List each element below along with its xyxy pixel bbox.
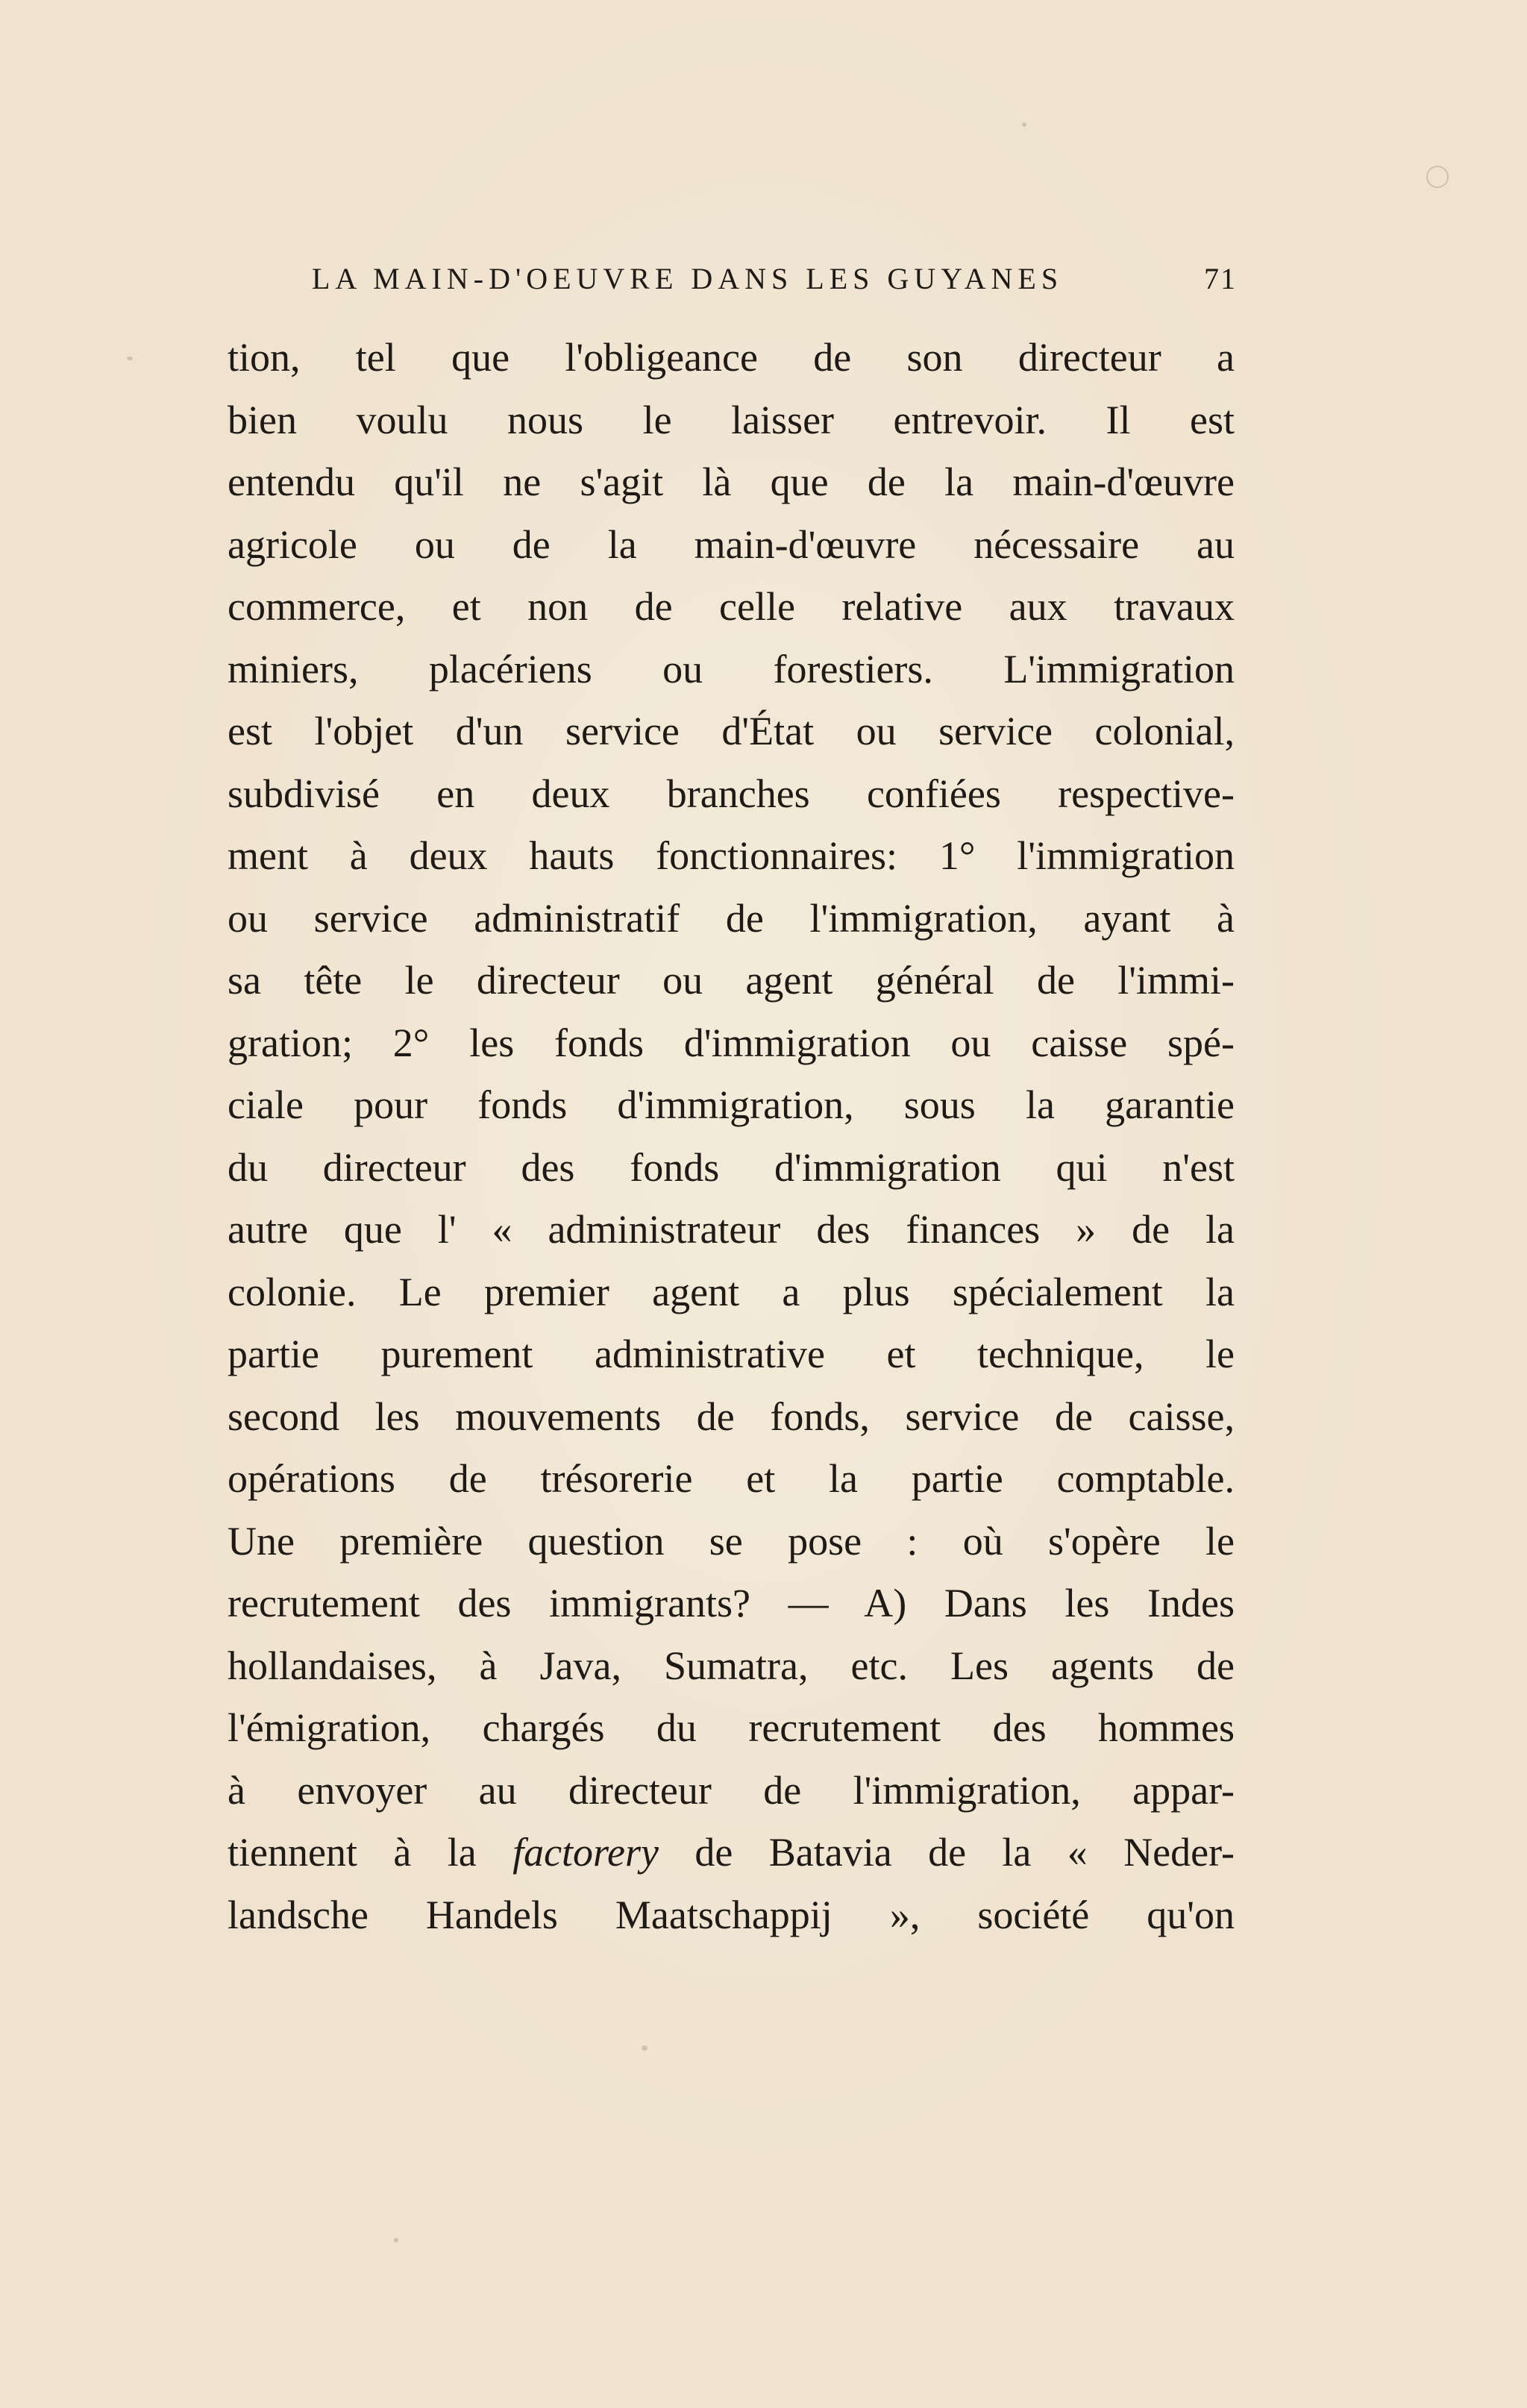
text-line: hollandaises, à Java, Sumatra, etc. Les agents de bbox=[228, 1643, 1235, 1688]
text-line-with-italic bbox=[228, 1822, 1235, 1884]
paper-speck bbox=[1022, 122, 1026, 127]
body-text bbox=[228, 327, 1235, 1946]
text-line: Une première question se pose : où s'opère le bbox=[228, 1518, 1235, 1564]
text-line: ou service administratif de l'immigration, ayant à bbox=[228, 895, 1235, 941]
text-line: recrutement des immigrants? — A) Dans les Indes bbox=[228, 1581, 1235, 1625]
italic-term: factorery bbox=[512, 1830, 659, 1875]
running-head bbox=[312, 257, 1237, 301]
text-line: colonie. Le premier agent a plus spécialement la bbox=[228, 1269, 1235, 1314]
text-line: entendu qu'il ne s'agit là que de la main-d'œuvre bbox=[228, 460, 1235, 504]
text-line: à envoyer au directeur de l'immigration, appar- bbox=[228, 1767, 1235, 1813]
text-line: second les mouvements de fonds, service de caisse, bbox=[228, 1393, 1235, 1439]
paper-speck bbox=[642, 2045, 648, 2051]
text-segment: tiennent à la bbox=[228, 1830, 513, 1875]
text-line: gration; 2° les fonds d'immigration ou caisse spé- bbox=[228, 1020, 1235, 1065]
paper-speck bbox=[394, 2238, 398, 2242]
text-line: ment à deux hauts fonctionnaires: 1° l'immigration bbox=[228, 833, 1235, 878]
text-line: est l'objet d'un service d'État ou service colonial, bbox=[228, 709, 1235, 753]
text-line: commerce, et non de celle relative aux travaux bbox=[228, 584, 1235, 629]
paper-speck bbox=[127, 357, 133, 360]
text-line: ciale pour fonds d'immigration, sous la garantie bbox=[228, 1082, 1235, 1127]
text-line: tion, tel que l'obligeance de son directeur a bbox=[228, 335, 1235, 380]
text-line: autre que l' « administrateur des finances » de la bbox=[228, 1207, 1235, 1252]
text-line: bien voulu nous le laisser entrevoir. Il est bbox=[228, 397, 1235, 442]
text-line: du directeur des fonds d'immigration qui n'est bbox=[228, 1144, 1235, 1190]
text-line: opérations de trésorerie et la partie comptable. bbox=[228, 1456, 1235, 1501]
text-segment: de Batavia de la « Neder- bbox=[659, 1830, 1235, 1875]
text-line: sa tête le directeur ou agent général de l'immi- bbox=[228, 958, 1235, 1003]
text-line: subdivisé en deux branches confiées respective- bbox=[228, 771, 1235, 816]
page-number: 71 bbox=[1204, 262, 1237, 295]
text-line: agricole ou de la main-d'œuvre nécessaire au bbox=[228, 521, 1235, 567]
paper-blemish bbox=[1426, 166, 1449, 188]
text-line: partie purement administrative et technique, le bbox=[228, 1332, 1235, 1376]
text-line: miniers, placériens ou forestiers. L'immigration bbox=[228, 646, 1235, 692]
text-line: landsche Handels Maatschappij », société qu'on bbox=[228, 1892, 1235, 1937]
running-head-title: LA MAIN-D'OEUVRE DANS LES GUYANES bbox=[312, 262, 1064, 295]
text-line: l'émigration, chargés du recrutement des hommes bbox=[228, 1705, 1235, 1750]
